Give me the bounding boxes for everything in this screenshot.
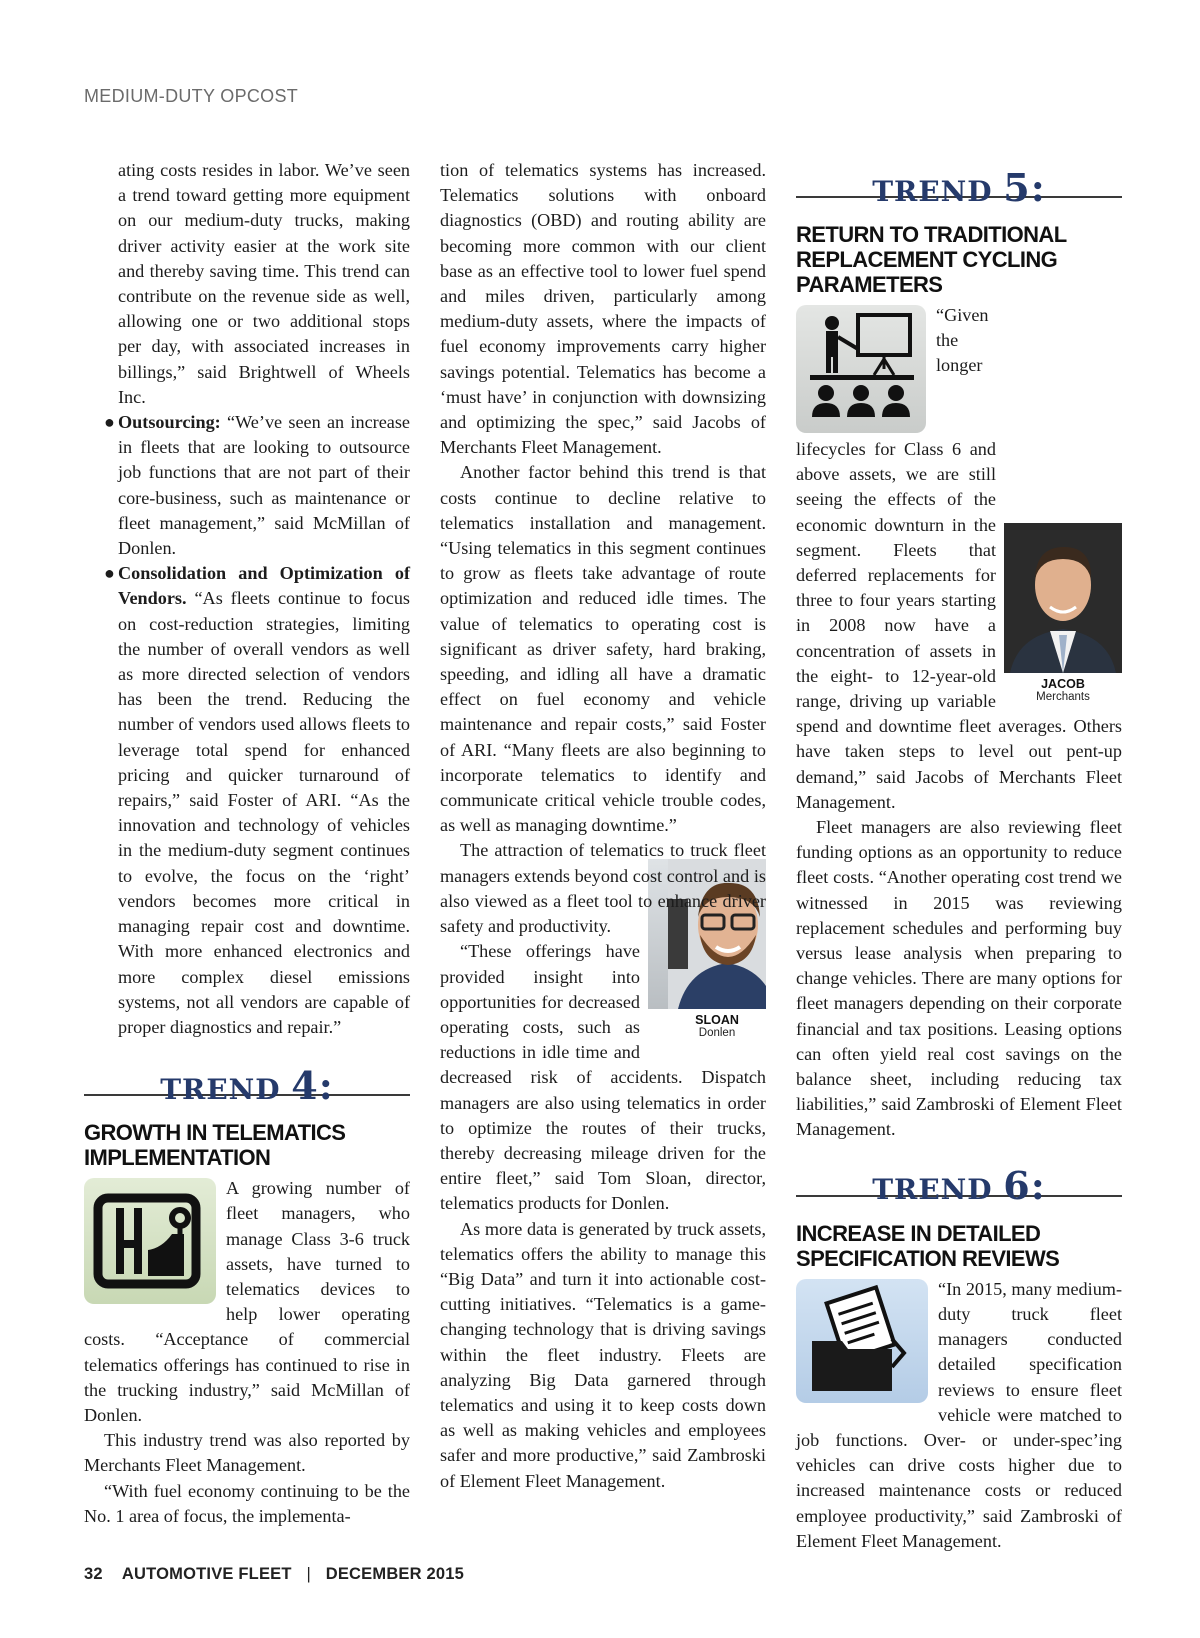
col2-paragraph-5: As more data is generated by truck assets, telematics offers the ability to manage this “Big Data” and turn it into actionable cost-cutting initiatives. “Telematics is a game-changing technology that is driving savings within the fleet industry. Fleets are analyzing Big Data garnered through telematics and using it to keep costs down as well as making vehicles and employees safer and more productive,” said Zambroski of Element Fleet Management. bbox=[440, 1218, 766, 1491]
trend-6-paragraph-1: “In 2015, many medium-duty truck fleet managers conducted detailed specification reviews to ensure fleet vehicle were matched to job functions. Over- or under-spec’ing vehicles can drive costs higher due to increased maintenance costs or reduced employee productivity,” said Zambroski of Element Fleet Management. bbox=[796, 1278, 1122, 1551]
presentation-audience-icon bbox=[796, 305, 926, 433]
page-number: 32 bbox=[84, 1565, 103, 1583]
trend-5-paragraph-1: JACOB Merchants “Given the longer lifecycles for Class 6 and above assets, we are still seeing the effects of the economic downturn in the segment. Fleets that deferred replacements for three to four years starting in 2008 now have a concentration of assets in the eight- to 12-year-old range, driving up variable spend and downtime fleet averages. Others have taken steps to level out pent-up demand,” said Jacobs of Merchants Fleet Management. bbox=[796, 305, 1122, 812]
trend-5-headline: RETURN TO TRADITIONAL REPLACEMENT CYCLING PARAMETERS bbox=[796, 222, 1067, 297]
trend-6-heading: TREND 6: bbox=[796, 1149, 1122, 1197]
trend-6-headline: INCREASE IN DETAILED SPECIFICATION REVIEWS bbox=[796, 1220, 1060, 1271]
column-1 bbox=[84, 158, 410, 1529]
trend-4-headline: GROWTH IN TELEMATICS IMPLEMENTATION bbox=[84, 1120, 346, 1171]
page-footer bbox=[84, 1565, 464, 1584]
document-folder-icon bbox=[796, 1279, 928, 1403]
footer-divider: | bbox=[306, 1565, 311, 1583]
column-2 bbox=[440, 158, 766, 1494]
col2-paragraph-2: Another factor behind this trend is that costs continue to decline relative to telematics installation and management. “Using telematics in this segment continues to grow as fleets take advantage of route optimization and reduced idle times. The value of telematics to operating cost is significant as driver safety, hard braking, speeding, and idling all have a dramatic effect on fuel economy and vehicle maintenance and repair costs,” said Foster of ARI. “Many fleets are also beginning to incorporate telematics to identify and communicate critical vehicle trouble codes, as well as managing downtime.” bbox=[440, 462, 766, 836]
col2-paragraph-4: SLOAN Donlen “These offerings have provided insight into opportunities for decreased operating costs, such as reductions in idle time and decreased risk of accidents. Dispatch managers are also using telematics in order to optimize the routes of their trucks, thereby decreasing mileage driven for the entire fleet,” said Tom Sloan, director, telematics products for Donlen. bbox=[440, 939, 766, 1216]
bullet-outsourcing: ● Outsourcing: “We’ve seen an increase in fleets that are looking to outsource job functions that are not part of their core-business, such as maintenance or fleet management,” said McMillan of Donlen. bbox=[104, 412, 410, 559]
bullet-icon: ● bbox=[104, 412, 115, 433]
bullet-icon: ● bbox=[104, 563, 115, 584]
jacob-photo: JACOB Merchants bbox=[1004, 523, 1122, 704]
issue-date: DECEMBER 2015 bbox=[325, 1565, 465, 1583]
trend-4-paragraph-3: “With fuel economy continuing to be the No. 1 area of focus, the implementa- bbox=[84, 1480, 410, 1526]
telematics-route-icon bbox=[84, 1178, 216, 1304]
trend-4-paragraph-1: A growing number of fleet managers, who manage Class 3-6 truck assets, have turned to telematics devices to help lower operating costs. “Acceptance of commercial telematics offerings has continued to rise in the trucking industry,” said McMillan of Donlen. bbox=[84, 1178, 410, 1425]
col2-paragraph-3: The attraction of telematics to truck fleet managers extends beyond cost control and is also viewed as a fleet tool to enhance driver safety and productivity. bbox=[440, 840, 766, 937]
section-label: MEDIUM-DUTY OPCOST bbox=[84, 86, 299, 106]
intro-paragraph: ating costs resides in labor. We’ve seen a trend toward getting more equipment on our medium-duty trucks, making driver activity easier at the work site and thereby saving time. This trend can contribute on the revenue side as well, allowing one or two additional stops per day, with associated increases in billings,” said Brightwell of Wheels Inc. bbox=[118, 160, 410, 407]
col2-paragraph-1: tion of telematics systems has increased. Telematics solutions with onboard diagnostics (OBD) and routing ability are becoming more common with our client base as an effective tool to lower fuel spend and miles driven, particularly among medium-duty assets, where the impacts of fuel economy improvements carry higher savings potential. Telematics has become a ‘must have’ in conjunction with downsizing and optimizing the spec,” said Jacobs of Merchants Fleet Management. bbox=[440, 160, 766, 458]
trend-5-paragraph-2: Fleet managers are also reviewing fleet funding options as an opportunity to reduce fleet costs. “Another operating cost trend we witnessed in 2015 was reviewing replacement schedules and performing buy versus lease analysis when preparing to change vehicles. There are many options for fleet managers depending on their corporate financial and tax positions. Leasing options can often yield real cost savings on the balance sheet, including reducing tax liabilities,” said Zambroski of Element Fleet Management. bbox=[796, 817, 1122, 1140]
publication-name: AUTOMOTIVE FLEET bbox=[121, 1565, 292, 1583]
bullet-list bbox=[84, 158, 410, 1040]
trend-4-paragraph-2: This industry trend was also reported by Merchants Fleet Management. bbox=[84, 1430, 410, 1476]
bullet-consolidation: ● Consolidation and Optimization of Vendors. “As fleets continue to focus on cost-reduction strategies, limiting the number of overall vendors as well as more directed selection of vendors has been the trend. Reducing the number of vendors used allows fleets to leverage total spend for enhanced pricing and quicker turnaround of repairs,” said Foster of ARI. “As the innovation and technology of vehicles in the medium-duty segment continues to evolve, the focus on the ‘right’ vendors becomes more critical in managing repair cost and downtime. With more enhanced electronics and more complex diesel emissions systems, not all vendors are capable of proper diagnostics and repair.” bbox=[104, 563, 410, 1037]
sloan-photo: SLOAN Donlen bbox=[648, 859, 766, 1040]
column-3 bbox=[796, 150, 1122, 1554]
trend-4-heading: TREND 4: bbox=[84, 1048, 410, 1096]
trend-5-heading: TREND 5: bbox=[796, 150, 1122, 198]
